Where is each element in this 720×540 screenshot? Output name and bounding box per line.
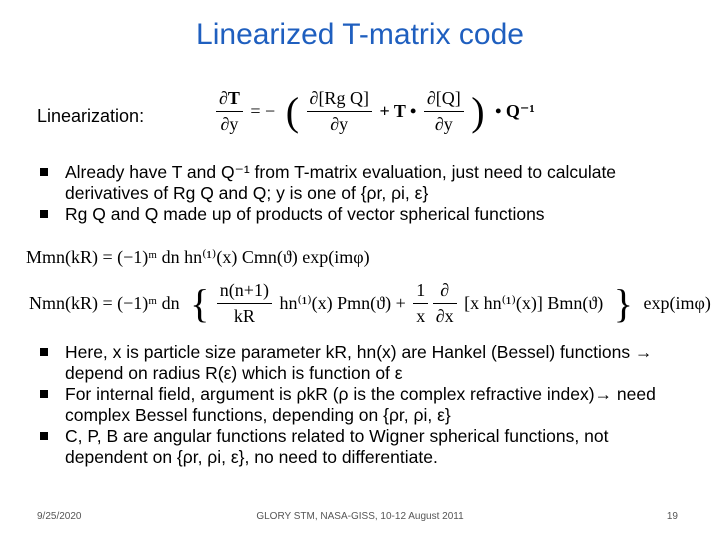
bullet-text: Here, x is particle size parameter kR, hn(x) are Hankel (Bessel) functions → depend on radius R(ε) which is function of ε bbox=[65, 342, 653, 383]
n-frac2-den: x bbox=[413, 303, 428, 327]
slide-title: Linearized T-matrix code bbox=[196, 18, 524, 51]
footer-center: GLORY STM, NASA-GISS, 10-12 August 2011 bbox=[256, 511, 464, 522]
term2-denominator: ∂y bbox=[424, 111, 464, 135]
bullet-marker bbox=[40, 390, 48, 398]
plus-t: + T • bbox=[379, 101, 417, 121]
bullet-item bbox=[40, 204, 670, 225]
n-frac3-num: ∂ bbox=[440, 280, 450, 300]
n-mid: hn⁽¹⁾(x) Pmn(ϑ) + bbox=[279, 293, 406, 313]
bullet-item bbox=[40, 162, 670, 204]
left-paren: ( bbox=[285, 88, 300, 134]
n-frac3-den: ∂x bbox=[433, 303, 457, 327]
n-frac1-num: n(n+1) bbox=[219, 280, 269, 300]
n-frac1-den: kR bbox=[217, 303, 272, 327]
n-lhs: Nmn(kR) = (−1)ᵐ dn bbox=[29, 293, 180, 313]
bullet-text: For internal field, argument is ρkR (ρ is the complex refractive index)→ need complex Bessel functions, depending on {ρr, ρi, ε} bbox=[65, 384, 656, 425]
term2-fraction bbox=[424, 88, 464, 135]
bullet-item bbox=[40, 342, 670, 384]
bullet-text: C, P, B are angular functions related to Wigner spherical functions, not dependent on {ρr, ρi, ε}, no need to differentiate. bbox=[65, 426, 609, 467]
bullet-marker bbox=[40, 168, 48, 176]
term2-numerator: ∂[Q] bbox=[426, 88, 461, 108]
page-number: 19 bbox=[666, 511, 678, 522]
q-inverse: • Q⁻¹ bbox=[495, 101, 535, 121]
n-bracket-term: [x hn⁽¹⁾(x)] Bmn(ϑ) bbox=[464, 293, 604, 313]
m-equation: Mmn(kR) = (−1)ᵐ dn hn⁽¹⁾(x) Cmn(ϑ) exp(imφ) bbox=[26, 247, 370, 267]
right-brace: } bbox=[613, 280, 633, 326]
n-frac2-num: 1 bbox=[416, 280, 426, 300]
n-frac3 bbox=[433, 280, 457, 327]
bullet-marker bbox=[40, 432, 48, 440]
bullet-marker bbox=[40, 210, 48, 218]
lhs-denominator: ∂y bbox=[216, 111, 243, 135]
bullet-list-1 bbox=[40, 162, 670, 225]
linearization-label: Linearization: bbox=[37, 106, 145, 126]
term1-fraction bbox=[307, 88, 372, 135]
term1-denominator: ∂y bbox=[307, 111, 372, 135]
lhs-fraction bbox=[216, 88, 243, 135]
equals-minus: = − bbox=[250, 101, 276, 121]
footer-date: 9/25/2020 bbox=[37, 511, 82, 522]
bullet-item bbox=[40, 384, 670, 426]
lhs-numerator: ∂T bbox=[219, 88, 240, 108]
right-paren: ) bbox=[471, 88, 485, 134]
n-frac2 bbox=[413, 280, 428, 327]
n-exp: exp(imφ) bbox=[643, 293, 711, 313]
bullet-list-2 bbox=[40, 342, 670, 468]
bullet-marker bbox=[40, 348, 48, 356]
n-equation bbox=[26, 280, 714, 327]
n-frac1 bbox=[217, 280, 272, 327]
bullet-item bbox=[40, 426, 670, 468]
bullet-text: Already have T and Q⁻¹ from T-matrix evaluation, just need to calculate derivatives of Rg Q and Q; y is one of {ρr, ρi, ε} bbox=[65, 162, 617, 203]
left-brace: { bbox=[190, 280, 210, 326]
term1-numerator: ∂[Rg Q] bbox=[309, 88, 369, 108]
linearization-equation bbox=[216, 88, 538, 135]
bullet-text: Rg Q and Q made up of products of vector spherical functions bbox=[65, 204, 545, 224]
